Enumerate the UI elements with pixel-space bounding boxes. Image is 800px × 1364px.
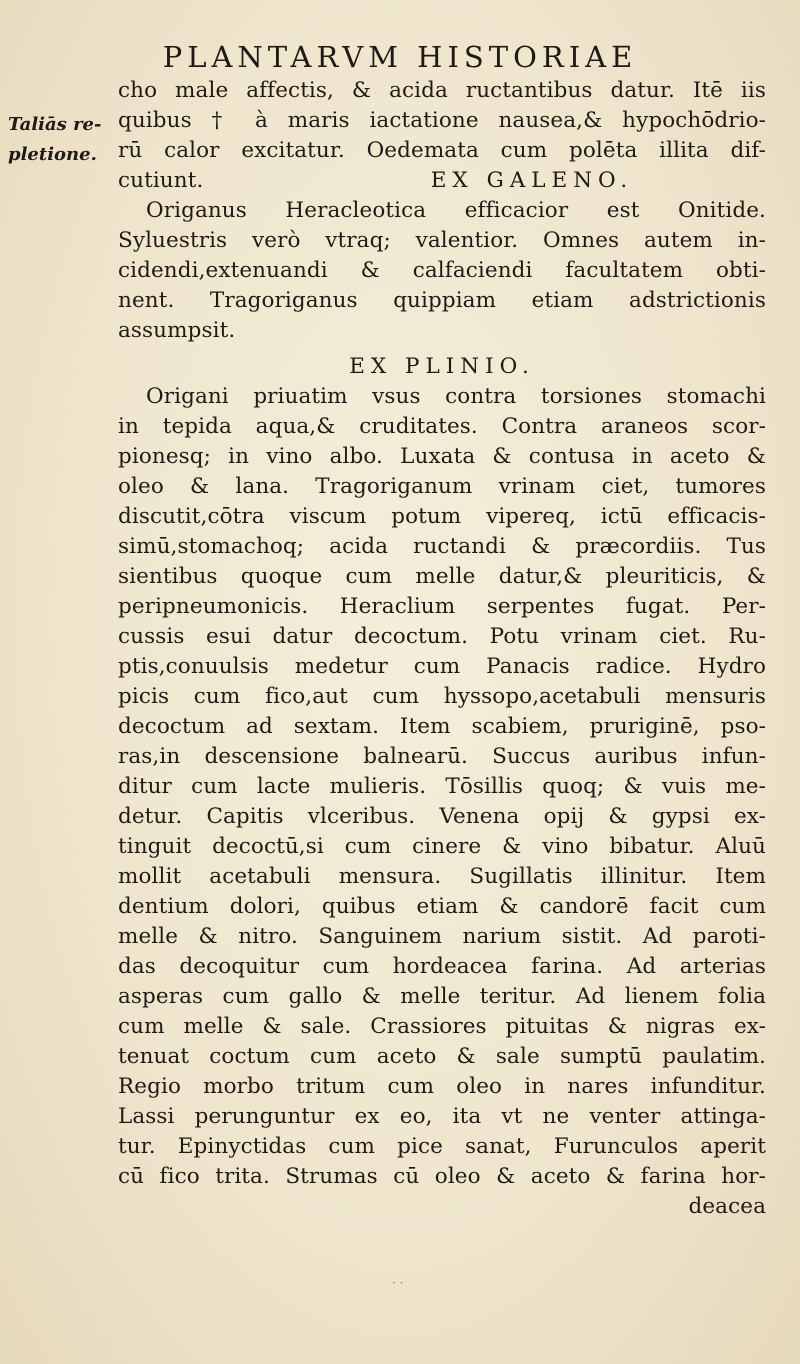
text-line: decoctum ad sextam. Item scabiem, pruriginē, pso- [118,714,766,739]
text-line: detur. Capitis vlceribus. Venena opij & gypsi ex- [118,804,766,829]
text-line: simū,stomachoq; acida ructandi & præcordiis. Tus [118,534,766,559]
page-marks: · · [392,1276,404,1290]
text-line: in tepida aqua,& cruditates. Contra araneos scor- [118,414,766,439]
text-line: nent. Tragoriganus quippiam etiam adstrictionis [118,288,766,313]
text-line: ptis,conuulsis medetur cum Panacis radice. Hydro [118,654,766,679]
section-heading-pliny: EX PLINIO. [349,354,535,379]
text-line: pionesq; in vino albo. Luxata & contusa in aceto & [118,444,766,469]
text-line: tur. Epinyctidas cum pice sanat, Furunculos aperit [118,1134,766,1159]
text-line: cū fico trita. Strumas cū oleo & aceto & farina hor- [118,1164,766,1189]
running-header: PLANTARVM HISTORIAE [162,40,638,74]
margin-note-line-1: Taliās re- [8,114,102,135]
text-line: sientibus quoque cum melle datur,& pleuriticis, & [118,564,766,589]
text-line: assumpsit. [118,318,236,343]
text-line: mollit acetabuli mensura. Sugillatis illinitur. Item [118,864,766,889]
catchword: deacea [688,1194,766,1219]
text-line: asperas cum gallo & melle teritur. Ad lienem folia [118,984,766,1009]
text-line: melle & nitro. Sanguinem narium sistit. Ad paroti- [118,924,766,949]
text-line: oleo & lana. Tragoriganum vrinam ciet, tumores [118,474,766,499]
text-line: Syluestris verò vtraq; valentior. Omnes autem in- [118,228,766,253]
text-line: picis cum fico,aut cum hyssopo,acetabuli mensuris [118,684,766,709]
text-line: cutiunt. [118,168,204,193]
text-line: Lassi perunguntur ex eo, ita vt ne venter attinga- [118,1104,766,1129]
text-line: rū calor excitatur. Oedemata cum polēta illita dif- [118,138,766,163]
text-line: cussis esui datur decoctum. Potu vrinam ciet. Ru- [118,624,766,649]
body-text [118,76,766,1222]
text-line: ditur cum lacte mulieris. Tōsillis quoq; & vuis me- [118,774,766,799]
text-line: ras,in descensione balnearū. Succus auribus infun- [118,744,766,769]
text-line: dentium dolori, quibus etiam & candorē facit cum [118,894,766,919]
text-line: tenuat coctum cum aceto & sale sumptū paulatim. [118,1044,766,1069]
text-line: Origanus Heracleotica efficacior est Onitide. [146,198,766,223]
text-line: peripneumonicis. Heraclium serpentes fugat. Per- [118,594,766,619]
text-line: tinguit decoctū,si cum cinere & vino bibatur. Aluū [118,834,766,859]
text-line: quibus † à maris iactatione nausea,& hypochōdrio- [118,108,766,133]
text-line: cho male affectis, & acida ructantibus datur. Itē iis [118,78,766,103]
text-line: das decoquitur cum hordeacea farina. Ad arterias [118,954,766,979]
text-line: Regio morbo tritum cum oleo in nares infunditur. [118,1074,766,1099]
margin-note-line-2: pletione. [8,144,97,165]
text-line: cum melle & sale. Crassiores pituitas & nigras ex- [118,1014,766,1039]
text-line: cidendi,extenuandi & calfaciendi facultatem obti- [118,258,766,283]
text-line: discutit,cōtra viscum potum vipereq, ictū efficacis- [118,504,766,529]
text-line: Origani priuatim vsus contra torsiones stomachi [146,384,766,409]
section-heading-galen: EX GALENO. [430,168,634,193]
